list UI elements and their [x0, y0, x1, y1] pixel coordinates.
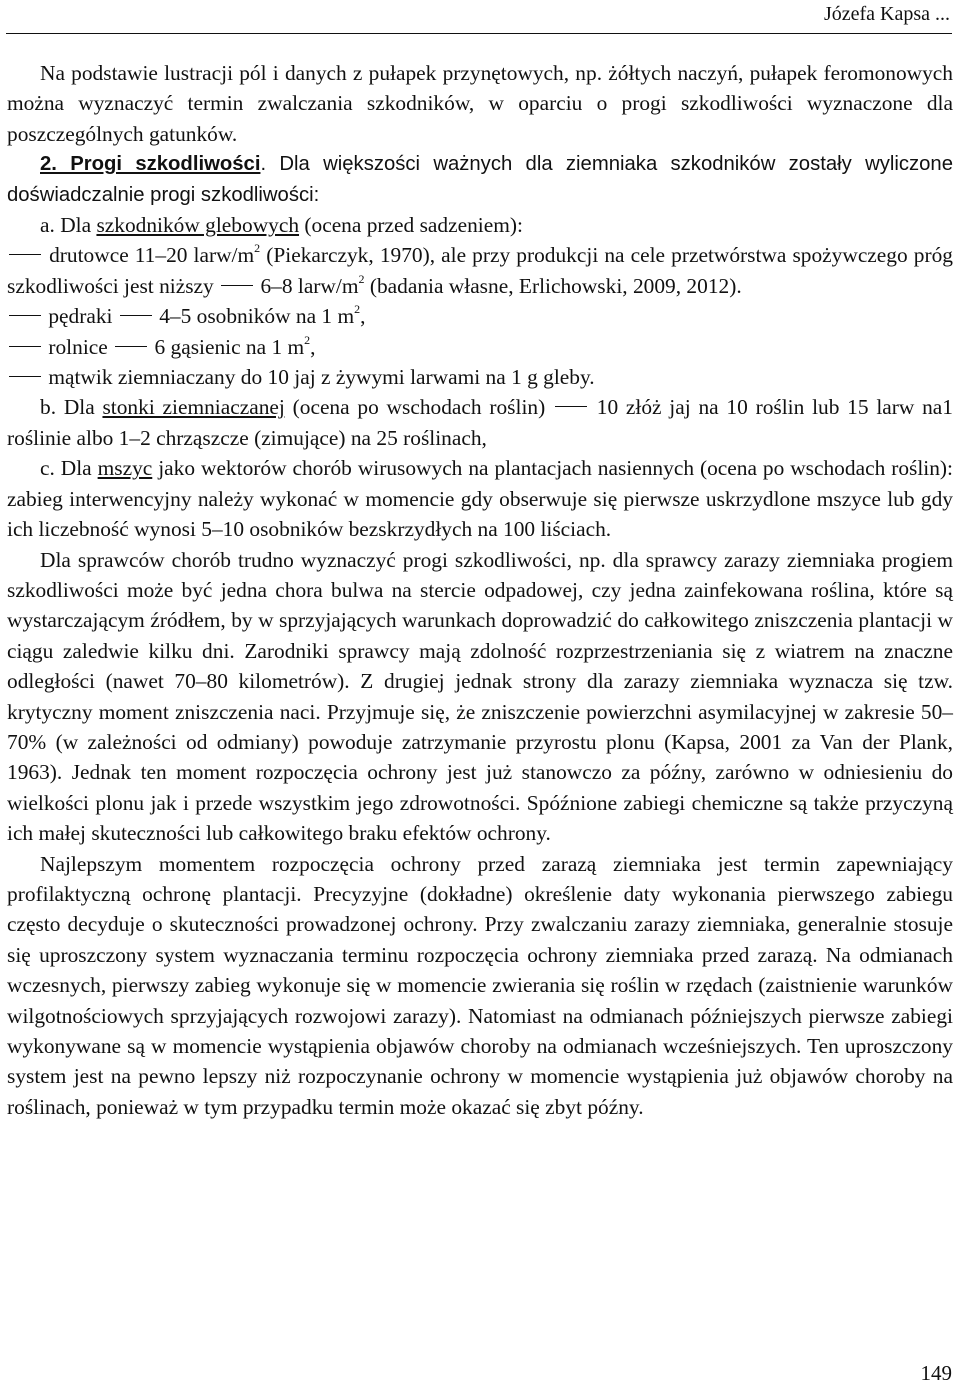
item-b-letter: b. Dla	[40, 395, 103, 420]
rolnice-a: rolnice	[48, 334, 114, 359]
rolnice-c: ,	[310, 334, 316, 359]
list-item-rolnice	[7, 332, 953, 362]
pedraki-b: 4–5 osobników na 1 m	[153, 304, 355, 329]
header-rule	[6, 33, 952, 34]
paragraph-best-moment: Najlepszym momentem rozpoczęcia ochrony przed zarazą ziemniaka jest termin zapewniający profilaktyczną ochronę plantacji. Precyzyjne (dokładne) określenie daty wykonania pierwszego zabiegu często decyduje o skuteczności prowadzonej ochrony. Przy zwalczaniu zarazy ziemniaka, generalnie stosuje się uproszczony system wyznaczania terminu rozpoczęcia ochrony ziemniaka przed zarazą. Na odmianach wczesnych, pierwszy zabieg wykonuje się w momencie zwierania się roślin w rzędach (zaistnienie warunków wilgotnościowych sprzyjających rozwojowi zarazy). Natomiast na odmianach późniejszych pierwsze zabiegi wykonywane są w momencie wystąpienia objawów choroby na odmianach wcześniejszych. Ten uproszczony system jest na pewno lepszy niż rozpoczynanie ochrony w momencie wystąpienia już objawów choroby na roślinach, ponieważ w tym przypadku termin może okazać się zbyt późny.	[7, 851, 953, 1119]
paragraph-diseases: Dla sprawców chorób trudno wyznaczyć progi szkodliwości, np. dla sprawcy zarazy ziemniaka progiem szkodliwości może być jedna chora bulwa na stercie odpadowej, czy jedna zainfekowana roślina, które są wystarczającym źródłem, by w sprzyjających warunkach doprowadzić do całkowitego zniszczenia plantacji w ciągu zaledwie kilku dni. Zarodniki sprawcy mają zdolność rozprzestrzeniania się z wiatrem na znaczne odległości (nawet 70–80 kilometrów). Z drugiej jednak strony dla zarazy ziemniaka wyznacza się tzw. krytyczny moment zniszczenia naci. Przyjmuje się, że zniszczenie powierzchni asymilacyjnej w zakresie 50–70% (w zależności od odmiany) powoduje zatrzymanie przyrostu plonu (Kapsa, 2001 za Van der Plank, 1963). Jednak ten moment rozpoczęcia ochrony jest już stanowczo za późny, zarówno w odniesieniu do wielkości plonu jak i przede wszystkim jego zdrowotności. Spóźnione zabiegi chemiczne są także przyczyną ich małej skuteczności lub całkowitego braku efektów ochrony.	[7, 547, 953, 846]
intro-paragraph: Na podstawie lustracji pól i danych z pułapek przynętowych, np. żółtych naczyń, pułapek feromonowych można wyznaczyć termin zwalczania szkodników, w oparciu o progi szkodliwości wyznaczone dla poszczególnych gatunków.	[7, 61, 953, 146]
item-a-term: szkodników glebowych	[96, 213, 300, 238]
drutowce-part3: 6–8 larw/m	[255, 273, 359, 298]
section-2-paragraph	[7, 149, 953, 210]
superscript: 2	[304, 332, 311, 347]
em-dash	[115, 346, 147, 347]
list-item-matwik	[7, 362, 953, 392]
superscript: 2	[358, 271, 365, 286]
drutowce-part4: (badania własne, Erlichowski, 2009, 2012).	[364, 273, 742, 298]
item-c-term: mszyc	[97, 456, 153, 481]
em-dash	[555, 406, 587, 407]
running-title: Józefa Kapsa ...	[823, 3, 950, 25]
item-b-term: stonki ziemniaczanej	[102, 395, 285, 420]
superscript: 2	[354, 302, 361, 317]
em-dash	[9, 346, 41, 347]
pedraki-c: ,	[360, 304, 366, 329]
em-dash	[9, 376, 41, 377]
item-b	[7, 392, 953, 453]
section-2-text: . Dla większości ważnych dla ziemniaka szkodników zostały wyliczone doświadczalnie progi szkodliwości:	[7, 153, 953, 206]
item-b-mid: (ocena po wschodach roślin)	[284, 395, 553, 420]
rolnice-b: 6 gąsienic na 1 m	[149, 334, 305, 359]
em-dash	[221, 285, 253, 286]
page-number: 149	[920, 1361, 952, 1385]
item-a-rest: (ocena przed sadzeniem):	[299, 213, 523, 238]
item-c-rest: jako wektorów chorób wirusowych na plantacjach nasiennych (ocena po wschodach roślin): zabieg interwencyjny należy wykonać w momencie gdy obserwuje się pierwsze uskrzydlone mszyce lub gdy ich liczebność wynosi 5–10 osobników bezskrzydłych na 100 liściach.	[7, 456, 953, 542]
item-c	[7, 453, 953, 544]
drutowce-part1: drutowce 11–20 larw/m	[49, 243, 255, 268]
em-dash	[9, 254, 41, 255]
drutowce-part2: (Piekarczyk, 1970), ale przy produkcji na cele przetwórstwa spożywczego próg szkodliwości jest niższy	[7, 243, 953, 298]
list-item-pedraki	[7, 301, 953, 331]
list-item-drutowce	[7, 240, 953, 301]
item-c-letter: c. Dla	[40, 456, 98, 481]
em-dash	[120, 315, 152, 316]
page-body	[7, 58, 953, 1122]
item-a-letter: a. Dla	[40, 213, 97, 238]
pedraki-a: pędraki	[48, 304, 118, 329]
em-dash	[9, 315, 41, 316]
item-a	[7, 210, 953, 240]
superscript: 2	[254, 241, 261, 256]
section-2-heading: 2. Progi szkodliwości	[40, 153, 261, 176]
matwik-text: mątwik ziemniaczany do 10 jaj z żywymi larwami na 1 g gleby.	[48, 365, 595, 390]
item-b-rest: 10 złóż jaj na 10 roślin lub 15 larw na1 roślinie albo 1–2 chrząszcze (zimujące) na 25 roślinach,	[7, 395, 953, 450]
